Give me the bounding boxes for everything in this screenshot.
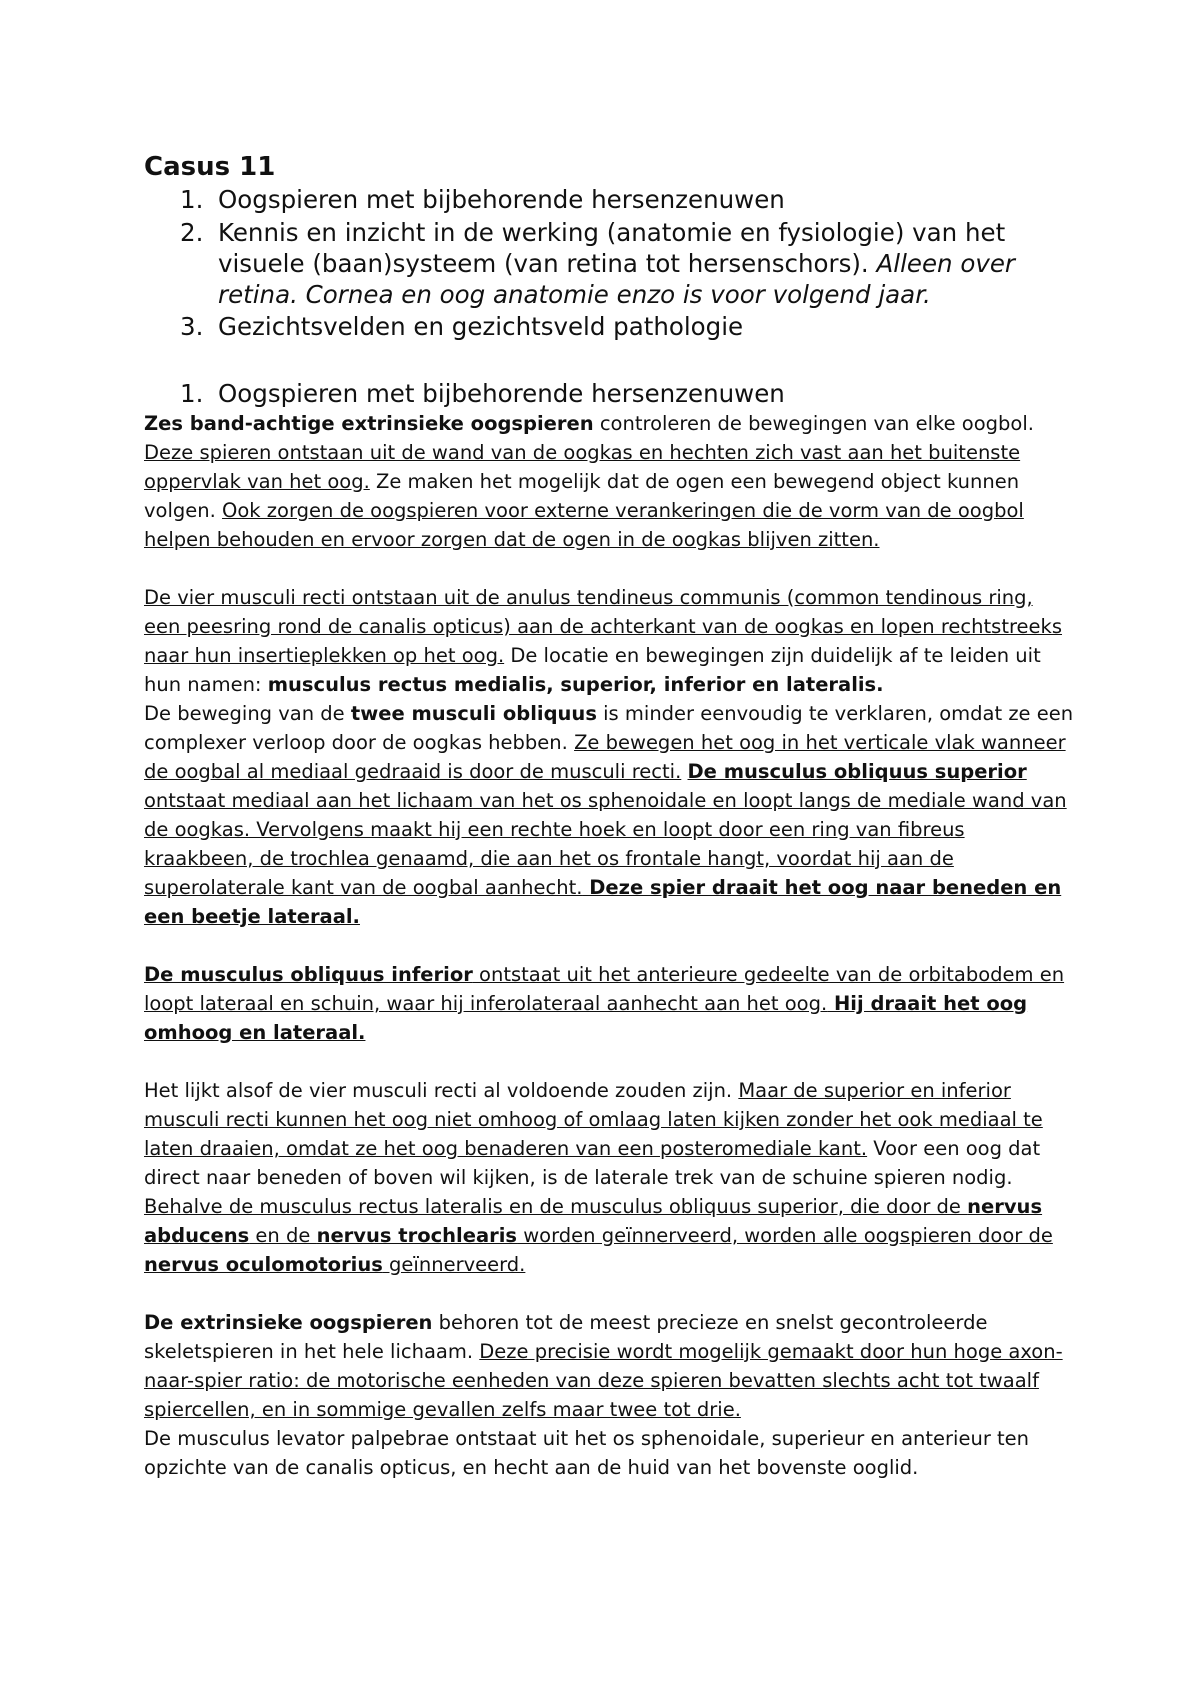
text-run: nervus oculomotorius — [144, 1253, 383, 1276]
topic-item — [144, 184, 1074, 215]
document-title: Casus 11 — [144, 152, 276, 182]
paragraph — [144, 409, 1074, 554]
text-run: Het lijkt alsof de vier musculi recti al voldoende zouden zijn. — [144, 1079, 739, 1102]
text-run: De musculus obliquus superior — [687, 760, 1027, 783]
section-heading — [144, 378, 1074, 409]
text-run: De vier musculi recti ontstaan uit de anulus tendineus communis (common tendinous ring, een peesring rond de canalis opticus) aan de achterkant van de oogkas en lopen rechtstreeks naar hun insertieplekken op het oog. — [144, 586, 1062, 667]
text-run: twee musculi obliquus — [350, 702, 597, 725]
text-run: Deze spier draait het oog naar beneden en een beetje lateraal. — [144, 876, 1062, 928]
text-run: De musculus levator palpebrae ontstaat uit het os sphenoidale, superieur en anterieur ten opzichte van de canalis opticus, en hecht aan de huid van het bovenste ooglid. — [144, 1427, 1030, 1479]
text-run: Maar de superior en inferior musculi recti kunnen het oog niet omhoog of omlaag laten kijken zonder het ook mediaal te laten draaien, omdat ze het oog benaderen van een posteromediale kant. — [144, 1079, 1043, 1160]
section-heading-text: Oogspieren met bijbehorende hersenzenuwen — [218, 379, 785, 408]
text-run: De locatie en bewegingen zijn duidelijk af te leiden uit hun namen: — [144, 644, 1041, 696]
paragraph-spacer — [144, 1279, 1074, 1308]
text-run: ontstaat uit het anterieure gedeelte van de orbitabodem en loopt lateraal en schuin, waar hij inferolateraal aanhecht aan het oog. — [144, 963, 1065, 1015]
paragraph — [144, 960, 1074, 1047]
paragraph-spacer — [144, 931, 1074, 960]
topics-list — [144, 184, 1074, 342]
paragraph — [144, 1308, 1074, 1424]
topic-number: 1. — [180, 185, 204, 214]
paragraph-spacer — [144, 1047, 1074, 1076]
text-run: musculus rectus medialis, superior, inferior en lateralis. — [267, 673, 884, 696]
text-run: nervus abducens — [144, 1195, 1043, 1247]
text-run: Ook zorgen de oogspieren voor externe verankeringen die de vorm van de oogbol helpen behouden en ervoor zorgen dat de ogen in de oogkas blijven zitten. — [144, 499, 1024, 551]
text-run: controleren de bewegingen van elke oogbol. — [593, 412, 1034, 435]
text-run: Zes band-achtige extrinsieke oogspieren — [144, 412, 594, 435]
text-run: nervus trochlearis — [316, 1224, 518, 1247]
paragraph — [144, 583, 1074, 699]
text-run: is minder eenvoudig te verklaren, omdat ze een complexer verloop door de oogkas hebben. — [144, 702, 1074, 754]
text-run: geïnnerveerd. — [382, 1253, 526, 1276]
text-run: Hij draait het oog omhoog en lateraal. — [144, 992, 1028, 1044]
text-run: Ze maken het mogelijk dat de ogen een bewegend object kunnen volgen. — [144, 470, 1020, 522]
text-run: Voor een oog dat direct naar beneden of boven wil kijken, is de laterale trek van de schuine spieren nodig. — [144, 1137, 1041, 1189]
text-run: De extrinsieke oogspieren — [144, 1311, 433, 1334]
paragraph — [144, 1424, 1074, 1482]
text-run: Alleen over retina. Cornea en oog anatomie enzo is voor volgend jaar. — [218, 249, 1015, 309]
topic-number: 2. — [180, 218, 204, 247]
text-run: Deze precisie wordt mogelijk gemaakt door hun hoge axon-naar-spier ratio: de motorische eenheden van deze spieren bevatten slechts acht tot twaalf spiercellen, en in sommige gevallen zelfs maar twee tot drie. — [144, 1340, 1063, 1421]
text-run: Oogspieren met bijbehorende hersenzenuwen — [218, 185, 785, 214]
section-heading-list — [144, 378, 1074, 409]
text-run: behoren tot de meest precieze en snelst gecontroleerde skeletspieren in het hele lichaam. — [144, 1311, 988, 1363]
paragraph-spacer — [144, 554, 1074, 583]
text-run: ontstaat mediaal aan het lichaam van het os sphenoidale en loopt langs de mediale wand van de oogkas. Vervolgens maakt hij een rechte hoek en loopt door een ring van fibreus kraakbeen, de trochlea genaamd, die aan het os frontale hangt, voordat hij aan de superolaterale kant van de oogbal aanhecht. — [144, 789, 1067, 899]
document-content — [144, 150, 1074, 1482]
text-run: Behalve de musculus rectus lateralis en de musculus obliquus superior, die door de — [144, 1195, 968, 1218]
body-text — [144, 409, 1074, 1482]
topic-item — [144, 217, 1074, 310]
text-run: Ze bewegen het oog in het verticale vlak wanneer de oogbal al mediaal gedraaid is door de musculi recti. — [144, 731, 1066, 783]
paragraph — [144, 1076, 1074, 1279]
text-run: Kennis en inzicht in de werking (anatomie en fysiologie) van het visuele (baan)systeem (van retina tot hersenschors). — [218, 218, 1006, 278]
section-number: 1. — [180, 379, 204, 408]
topic-number: 3. — [180, 312, 204, 341]
text-run: De musculus obliquus inferior — [144, 963, 473, 986]
paragraph — [144, 699, 1074, 931]
text-run: Deze spieren ontstaan uit de wand van de oogkas en hechten zich vast aan het buitenste oppervlak van het oog. — [144, 441, 1021, 493]
text-run: De beweging van de — [144, 702, 351, 725]
text-run: worden geïnnerveerd, worden alle oogspieren door de — [517, 1224, 1053, 1247]
text-run: Gezichtsvelden en gezichtsveld pathologie — [218, 312, 744, 341]
topic-item — [144, 311, 1074, 342]
text-run: en de — [249, 1224, 317, 1247]
